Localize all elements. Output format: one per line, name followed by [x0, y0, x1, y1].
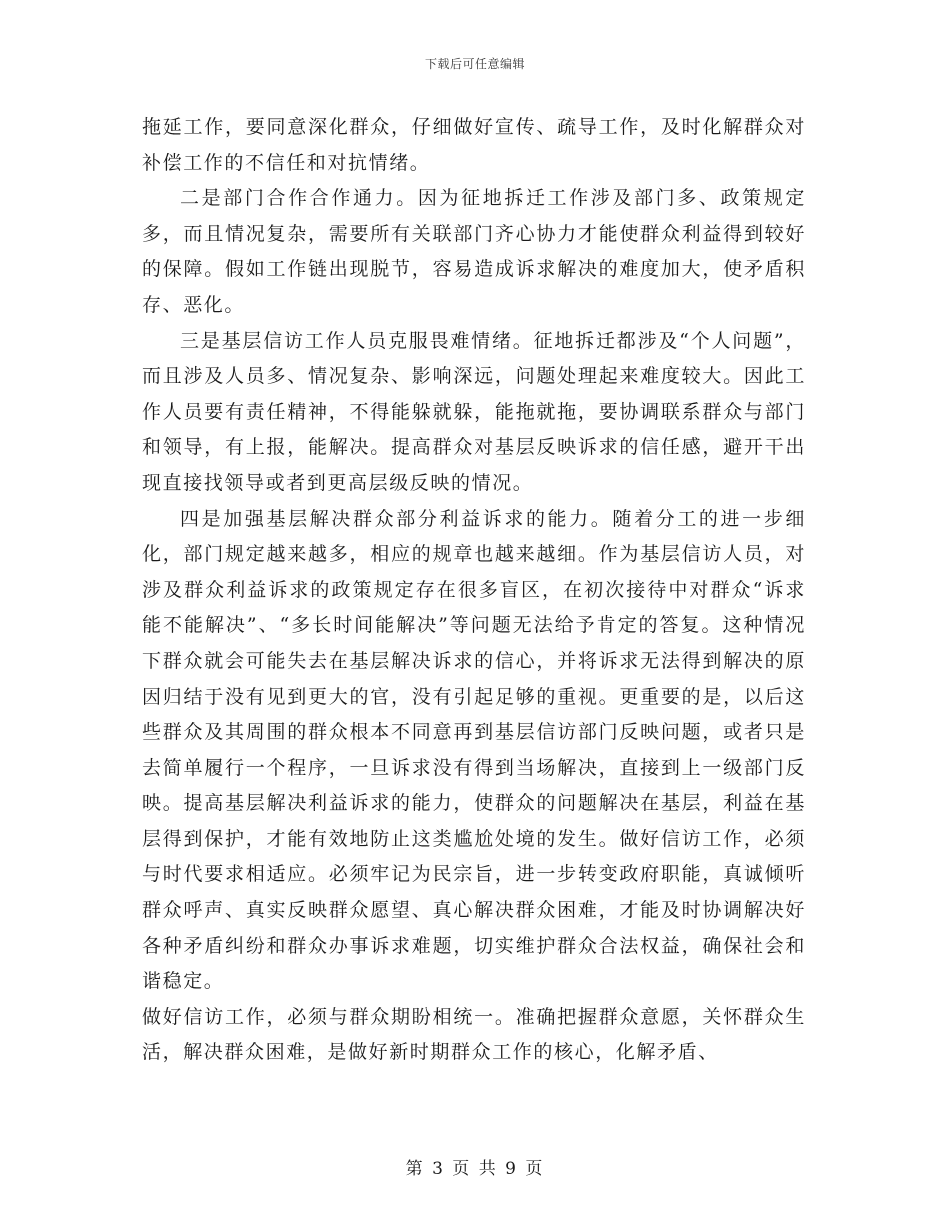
paragraph-point-two: 二是部门合作合作通力。因为征地拆迁工作涉及部门多、政策规定多，而且情况复杂，需要所有关联部门齐心协力才能使群众利益得到较好的保障。假如工作链出现脱节，容易造成诉求解决的难度加大，使矛盾积存、恶化。	[142, 187, 806, 316]
paragraph-point-four: 四是加强基层解决群众部分利益诉求的能力。随着分工的进一步细化，部门规定越来越多，相应的规章也越来越细。作为基层信访人员，对涉及群众利益诉求的政策规定存在很多盲区，在初次接待中对群众“诉求能不能解决”、“多长时间能解决”等问题无法给予肯定的答复。这种情况下群众就会可能失去在基层解决诉求的信心，并将诉求无法得到解决的原因归结于没有见到更大的官，没有引起足够的重视。更重要的是，以后这些群众及其周围的群众根本不同意再到基层信访部门反映问题，或者只是去简单履行一个程序，一旦诉求没有得到当场解决，直接到上一级部门反映。提高基层解决利益诉求的能力，使群众的问题解决在基层，利益在基层得到保护，才能有效地防止这类尴尬处境的发生。做好信访工作，必须与时代要求相适应。必须牢记为民宗旨，进一步转变政府职能，真诚倾听群众呼声、真实反映群众愿望、真心解决群众困难，才能及时协调解决好各种矛盾纠纷和群众办事诉求难题，切实维护群众合法权益，确保社会和谐稳定。	[142, 507, 806, 993]
page-header: 下载后可任意编辑	[424, 57, 525, 71]
paragraph-continuation: 拖延工作，要同意深化群众，仔细做好宣传、疏导工作，及时化解群众对补偿工作的不信任和对抗情绪。	[142, 116, 806, 174]
paragraph-closing: 做好信访工作，必须与群众期盼相统一。准确把握群众意愿，关怀群众生活，解决群众困难，是做好新时期群众工作的核心，化解矛盾、	[142, 1005, 806, 1064]
document-body	[142, 110, 806, 1071]
paragraph-point-three: 三是基层信访工作人员克服畏难情绪。征地拆迁都涉及“个人问题”，而且涉及人员多、情况复杂、影响深远，问题处理起来难度较大。因此工作人员要有责任精神，不得能躲就躲，能拖就拖，要协调联系群众与部门和领导，有上报，能解决。提高群众对基层反映诉求的信任感，避开干出现直接找领导或者到更高层级反映的情况。	[142, 329, 806, 494]
page-number-footer: 第 3 页 共 9 页	[405, 1159, 545, 1179]
